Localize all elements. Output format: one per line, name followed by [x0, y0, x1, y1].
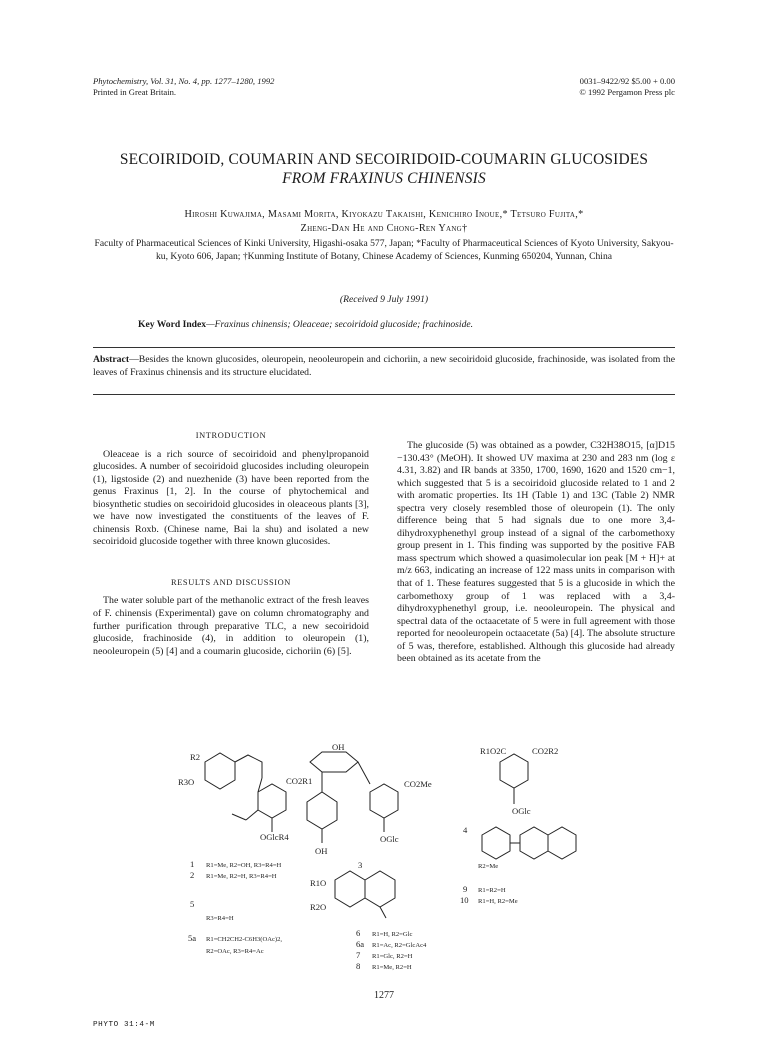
abstract-label: Abstract	[93, 354, 130, 365]
compound-8: 8	[356, 961, 361, 971]
secoiridoid-ring-4	[500, 754, 528, 788]
label-co2me: CO2Me	[404, 779, 432, 789]
glucose-ring-4	[482, 827, 510, 859]
footer-code: PHYTO 31:4-M	[93, 1021, 155, 1029]
label-oglc-4: OGlc	[512, 806, 531, 816]
label-oh-3b: OH	[315, 846, 328, 856]
subst-1: R1=Me, R2=OH, R3=R4=H	[206, 862, 282, 869]
introduction-paragraph: Oleaceae is a rich source of secoiridoid and phenylpropanoid glucosides. A number of secoiridoid glucosides including oleuropein (1), ligstoside (2) and nuezhenide (3) have been reported from the genus Fraxinus [1, 2]. In the course of phytochemical and biosynthetic studies on secoiridoid glucosides in oleaceous plants [3], we have now investigated the constituents of the leaves of F. chinensis Roxb. (Chinese name, Bai la shu) and isolated a new secoiridoid glucoside together with three known glucosides.	[93, 448, 369, 548]
introduction-heading: INTRODUCTION	[195, 431, 267, 440]
compound-1: 1	[190, 859, 195, 869]
title-line-2: FROM FRAXINUS CHINENSIS	[282, 170, 486, 187]
keyword-text: —Fraxinus chinensis; Oleaceae; secoiridoid glucoside; frachinoside.	[206, 319, 474, 330]
compound-5: 5	[190, 899, 195, 909]
compound-7: 7	[356, 950, 361, 960]
label-co2r2: CO2R2	[532, 746, 559, 756]
subst-9: R1=R2=H	[478, 887, 506, 894]
secoiridoid-ring-3	[370, 784, 398, 818]
structures-drawing	[160, 740, 620, 990]
subst-5a-b: R2=OAc, R3=R4=Ac	[206, 948, 264, 955]
label-r2o: R2O	[310, 902, 327, 912]
author-list	[100, 208, 668, 236]
compound-9: 9	[463, 884, 468, 894]
label-oglc-3: OGlc	[380, 834, 399, 844]
paper-title	[60, 150, 708, 188]
title-line-1: SECOIRIDOID, COUMARIN AND SECOIRIDOID-COUMARIN GLUCOSIDES	[119, 151, 649, 168]
abstract	[93, 354, 675, 379]
keyword-index	[138, 319, 678, 330]
compound-6a: 6a	[356, 939, 365, 949]
subst-5a: R1=CH2CH2-C6H3(OAc)2,	[206, 936, 283, 943]
page-number: 1277	[374, 990, 394, 1001]
coumarin-ring-4b	[548, 827, 576, 859]
chemical-structures-figure	[160, 740, 620, 990]
label-oglcr4: OGlcR4	[260, 832, 289, 842]
copyright-notice: © 1992 Pergamon Press plc	[579, 87, 675, 97]
printed-location: Printed in Great Britain.	[93, 87, 177, 97]
compound-10: 10	[460, 895, 469, 905]
compound-6: 6	[356, 928, 361, 938]
keyword-label: Key Word Index	[138, 319, 207, 330]
label-r3o: R3O	[178, 777, 195, 787]
results-paragraph: The water soluble part of the methanolic extract of the fresh leaves of F. chinensis (Experimental) gave on column chromatography and further purification through preparative TLC, a new secoiridoid glucoside, frachinoside (4), in addition to oleuropein (1), neooleuropein (5) [4] and a coumarin glucoside, cichoriin (6) [5].	[93, 595, 369, 657]
left-column	[93, 430, 369, 658]
affiliations: Faculty of Pharmaceutical Sciences of Kinki University, Higashi-osaka 577, Japan; *Faculty of Pharmaceutical Sciences of Kyoto University, Sakyou-ku, Kyoto 606, Japan; †Kunming Institute of Botany, Chinese Academy of Sciences, Kunming 650204, Yunnan, China	[94, 238, 674, 263]
journal-header	[93, 76, 274, 98]
journal-citation: Phytochemistry, Vol. 31, No. 4, pp. 1277–1280, 1992	[93, 76, 275, 86]
subst-6: R1=H, R2=Glc	[372, 931, 413, 938]
abstract-top-rule	[93, 347, 675, 348]
issn-code: 0031–9422/92 $5.00 + 0.00	[579, 76, 675, 86]
label-r1o2c: R1O2C	[480, 746, 507, 756]
publisher-header	[579, 76, 675, 98]
secoiridoid-ring-1	[258, 784, 286, 818]
glucose-ring-3	[310, 752, 358, 772]
abstract-text: —Besides the known glucosides, oleuropein, neooleuropein and cichoriin, a new secoiridoid glucoside, frachinoside, was isolated from the leaves of Fraxinus chinensis and its structure elucidated.	[93, 354, 675, 378]
compound-2: 2	[190, 870, 195, 880]
right-column	[397, 440, 675, 666]
coumarin-ring-4a	[520, 827, 548, 859]
label-co2r1: CO2R1	[286, 776, 313, 786]
authors-line-2: Zheng-Dan He and Chong-Ren Yang†	[300, 223, 468, 234]
neooleuropein-paragraph: The glucoside (5) was obtained as a powder, C32H38O15, [α]D15 −130.43° (MeOH). It showed UV maxima at 230 and 283 nm (log ε 4.31, 3.82) and IR bands at 3350, 1700, 1690, 1620 and 1520 cm−1, which suggested that 5 is a secoiridoid glucoside related to 1 and 2 with aromatic properties. Its 1H (Table 1) and 13C (Table 2) NMR spectra very closely resembled those of oleuropein (1). The only difference being that 5 had signals due to one more 3,4-dihydroxyphenethyl group instead of a signal of the carbomethoxy group present in 1. This finding was supported by the positive FAB mass spectrum which showed a quasimolecular ion peak [M + H]+ at m/z 663, indicating an increase of 122 mass units in comparison with that of 1. These features suggested that 5 is a glucoside in which the carbomethoxy group of 1 was replaced with a 3,4-dihydroxyphenethyl group, i.e. neooleuropein. The physical and spectral data of the octaacetate of 5 were in full agreement with those reported for neooleuropein octaacetate (5a) [4]. The absolute structure of 5 was, therefore, established. Although this glucoside had already been obtained as its acetate from the	[397, 440, 675, 665]
compound-3: 3	[358, 860, 363, 870]
phenyl-ring-3	[307, 792, 337, 829]
subst-2: R1=Me, R2=H, R3=R4=H	[206, 873, 277, 880]
abstract-bottom-rule	[93, 394, 675, 395]
aryl-ring-1	[205, 753, 235, 789]
coumarin-pyrone-ring	[365, 871, 395, 907]
subst-8: R1=Me, R2=H	[372, 964, 412, 971]
received-date: (Received 9 July 1991)	[339, 294, 429, 305]
compound-5a: 5a	[188, 933, 197, 943]
subst-10: R1=H, R2=Me	[478, 898, 518, 905]
compound-4: 4	[463, 825, 468, 835]
label-oh-3: OH	[332, 742, 345, 752]
subst-6a: R1=Ac, R2=GlcAc4	[372, 942, 427, 949]
subst-7: R1=Glc, R2=H	[372, 953, 413, 960]
label-r1o: R1O	[310, 878, 327, 888]
coumarin-benzene-ring	[335, 871, 365, 907]
subst-4: R2=Me	[478, 863, 499, 870]
label-r2: R2	[190, 752, 201, 762]
subst-5b: R3=R4=H	[206, 915, 234, 922]
authors-line-1: Hiroshi Kuwajima, Masami Morita, Kiyokazu Takaishi, Kenichiro Inoue,* Tetsuro Fujita,*	[184, 209, 584, 220]
results-heading: RESULTS AND DISCUSSION	[171, 577, 291, 587]
